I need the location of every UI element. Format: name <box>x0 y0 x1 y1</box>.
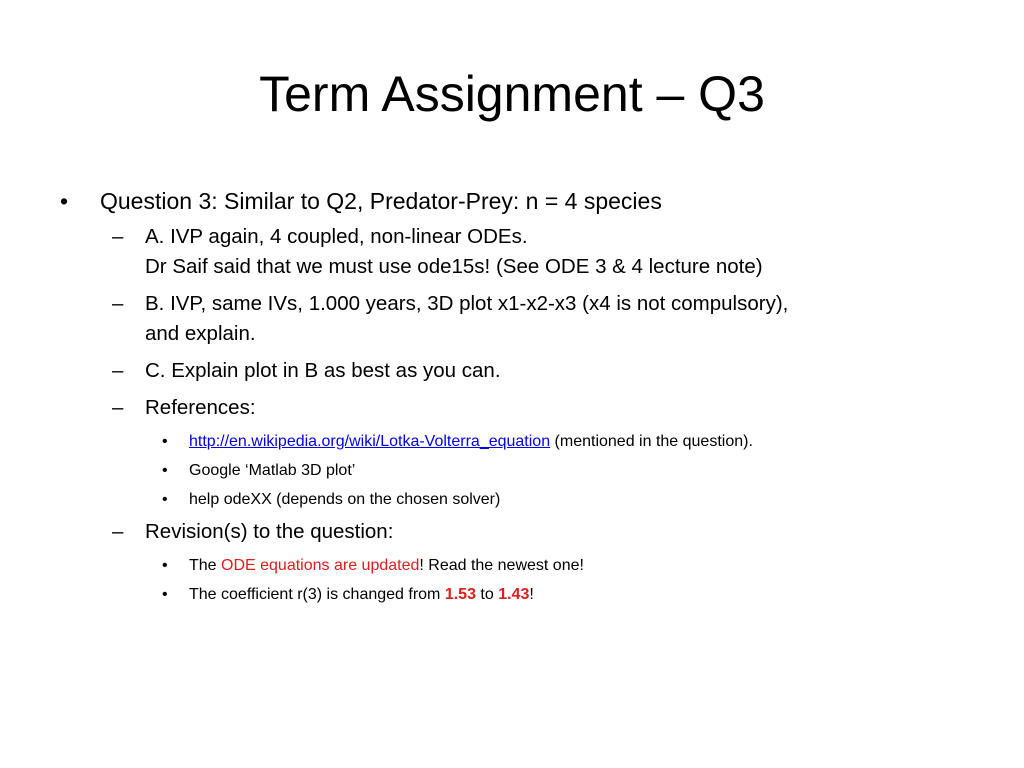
reference-help <box>145 488 956 512</box>
revision-2-mid: to <box>475 586 499 603</box>
references-label: References: <box>145 396 256 419</box>
dash-icon: – <box>112 225 124 248</box>
reference-google <box>145 459 956 483</box>
item-b <box>100 289 956 349</box>
references-heading <box>100 393 956 423</box>
revision-2-suffix: ! <box>529 586 534 603</box>
main-bullet-text: Question 3: Similar to Q2, Predator-Prey: n = 4 species <box>100 188 662 214</box>
item-a-line1: A. IVP again, 4 coupled, non-linear ODEs. <box>145 225 528 248</box>
wikipedia-link-suffix: (mentioned in the question). <box>550 433 753 450</box>
revision-2-old-value: 1.53 <box>444 586 476 603</box>
item-c <box>100 356 956 386</box>
bullet-icon: • <box>162 462 168 479</box>
bullet-icon: • <box>162 586 168 603</box>
dash-icon: – <box>112 292 124 315</box>
revision-2-prefix: The coefficient r(3) is changed from <box>189 586 445 603</box>
bullet-icon: • <box>162 433 168 450</box>
revision-1-highlight: ODE equations are updated <box>221 557 420 574</box>
bullet-icon: • <box>162 491 168 508</box>
revision-1 <box>145 554 956 578</box>
item-a <box>100 222 956 282</box>
main-bullet <box>56 184 956 218</box>
revision-2 <box>145 583 956 607</box>
reference-wikipedia <box>145 430 956 454</box>
item-c-text: C. Explain plot in B as best as you can. <box>145 359 501 382</box>
dash-icon: – <box>112 396 124 419</box>
item-b-line2: and explain. <box>145 322 256 345</box>
revisions-heading <box>100 517 956 547</box>
revision-1-prefix: The <box>189 557 222 574</box>
wikipedia-link[interactable]: http://en.wikipedia.org/wiki/Lotka-Volterra_equation <box>189 433 551 450</box>
revisions-label: Revision(s) to the question: <box>145 520 394 543</box>
bullet-icon: • <box>162 557 168 574</box>
reference-google-text: Google ‘Matlab 3D plot’ <box>189 462 356 479</box>
slide-title: Term Assignment – Q3 <box>259 66 765 122</box>
dash-icon: – <box>112 359 124 382</box>
item-b-line1: B. IVP, same IVs, 1.000 years, 3D plot x1-x2-x3 (x4 is not compulsory), <box>145 292 789 315</box>
slide-content <box>56 184 956 612</box>
reference-help-text: help odeXX (depends on the chosen solver) <box>189 491 501 508</box>
revision-1-suffix: ! Read the newest one! <box>419 557 584 574</box>
revision-2-new-value: 1.43 <box>498 586 530 603</box>
dash-icon: – <box>112 520 124 543</box>
item-a-line2: Dr Saif said that we must use ode15s! (See ODE 3 & 4 lecture note) <box>145 255 763 278</box>
bullet-icon: • <box>60 188 69 214</box>
